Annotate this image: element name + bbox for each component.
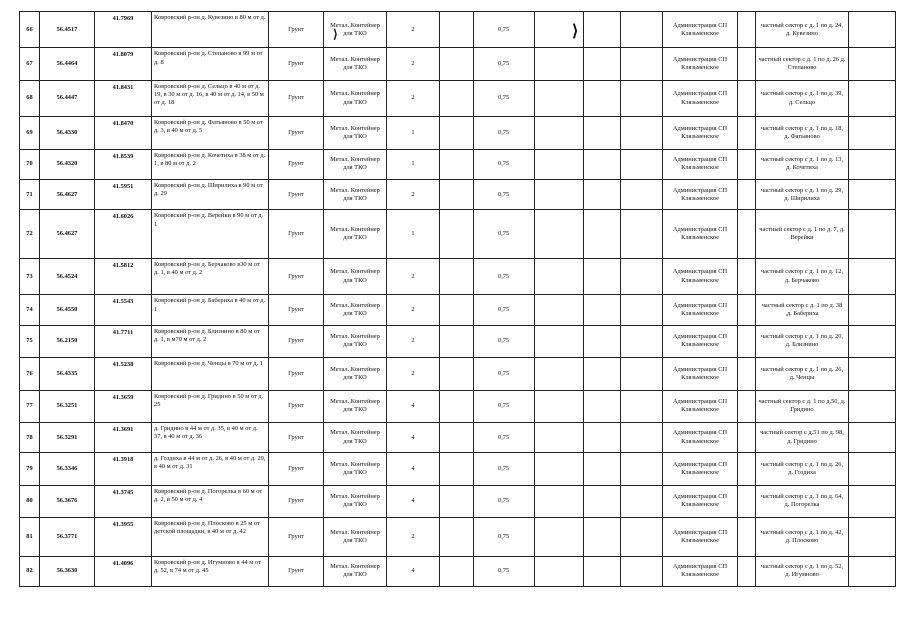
row-number: 78 [20,422,40,452]
volume-cell: 0,75 [474,80,535,116]
empty-cell [584,295,621,325]
empty-cell [849,149,896,179]
empty-cell [738,210,756,259]
owner-cell: Администрация СП Клязьменское [663,149,738,179]
container-type-cell: Метал. Контейнер для ТКО [324,180,387,210]
container-type-cell: Метал. Контейнер для ТКО [324,48,387,80]
surface-cell: Грунт [269,325,324,357]
volume-cell: 0,75 [474,12,535,48]
empty-cell [440,390,474,422]
empty-cell [584,12,621,48]
owner-cell: Администрация СП Клязьменское [663,48,738,80]
empty-cell [584,258,621,294]
table-row [20,117,896,149]
row-number: 75 [20,325,40,357]
table-row [20,453,896,485]
empty-cell [535,80,584,116]
waste-source-cell: частный сектор с д.51 по д. 98, д. Гридино [756,422,849,452]
longitude-cell: 41.7969 [95,12,152,48]
owner-cell: Администрация СП Клязьменское [663,518,738,556]
container-type-cell: Метал. Контейнер для ТКО [324,518,387,556]
volume-cell: 0,75 [474,210,535,259]
table-row [20,12,896,48]
container-count-cell: 1 [387,210,440,259]
row-number: 72 [20,210,40,259]
row-number: 80 [20,485,40,517]
row-number: 67 [20,48,40,80]
latitude-cell: 56.4335 [40,358,95,390]
empty-cell [849,117,896,149]
longitude-cell: 41.3659 [95,390,152,422]
owner-cell: Администрация СП Клязьменское [663,556,738,586]
empty-cell [535,518,584,556]
owner-cell: Администрация СП Клязьменское [663,210,738,259]
empty-cell [621,453,663,485]
volume-cell: 0,75 [474,295,535,325]
container-count-cell: 2 [387,358,440,390]
address-cell: Ковровский р-он д. Кувезино в 80 м от д. [152,12,269,48]
container-count-cell: 2 [387,295,440,325]
latitude-cell: 56.4524 [40,258,95,294]
waste-source-cell: частный сектор с д. 1 по д. 20, д. Близнино [756,325,849,357]
empty-cell [738,12,756,48]
owner-cell: Администрация СП Клязьменское [663,485,738,517]
empty-cell [535,422,584,452]
empty-cell [535,295,584,325]
empty-cell [440,325,474,357]
empty-cell [849,12,896,48]
latitude-cell: 56.4627 [40,210,95,259]
empty-cell [849,325,896,357]
empty-cell [849,390,896,422]
table-row [20,422,896,452]
container-type-cell: Метал. Контейнер для ТКО [324,12,387,48]
empty-cell [440,556,474,586]
waste-source-cell: частный сектор с д. 1 по д. 26 д. Степаново [756,48,849,80]
container-count-cell: 2 [387,80,440,116]
container-count-cell: 4 [387,422,440,452]
empty-cell [621,258,663,294]
owner-cell: Администрация СП Клязьменское [663,295,738,325]
table-row [20,390,896,422]
owner-cell: Администрация СП Клязьменское [663,258,738,294]
container-count-cell: 2 [387,325,440,357]
empty-cell [849,556,896,586]
table-row [20,258,896,294]
empty-cell [440,80,474,116]
address-cell: Ковровский р-он д. Верейки в 90 м от д. 1 [152,210,269,259]
container-count-cell: 1 [387,117,440,149]
empty-cell [535,453,584,485]
container-count-cell: 2 [387,518,440,556]
longitude-cell: 41.8079 [95,48,152,80]
container-type-cell: Метал. Контейнер для ТКО [324,390,387,422]
empty-cell [584,485,621,517]
volume-cell: 0,75 [474,180,535,210]
empty-cell [738,258,756,294]
latitude-cell: 56.3346 [40,453,95,485]
row-number: 82 [20,556,40,586]
owner-cell: Администрация СП Клязьменское [663,358,738,390]
owner-cell: Администрация СП Клязьменское [663,180,738,210]
empty-cell [584,180,621,210]
surface-cell: Грунт [269,80,324,116]
empty-cell [440,48,474,80]
table-row [20,48,896,80]
empty-cell [738,422,756,452]
longitude-cell: 41.3918 [95,453,152,485]
waste-source-cell: частный сектор с д. 1 по д. 52, д. Игумново [756,556,849,586]
empty-cell [535,358,584,390]
address-cell: Ковровский р-он д. Гридино в 50 м от д. 25 [152,390,269,422]
table-row [20,295,896,325]
empty-cell [738,149,756,179]
empty-cell [535,180,584,210]
table-row [20,325,896,357]
volume-cell: 0,75 [474,485,535,517]
longitude-cell: 41.5812 [95,258,152,294]
empty-cell [621,12,663,48]
empty-cell [738,325,756,357]
surface-cell: Грунт [269,180,324,210]
empty-cell [738,117,756,149]
container-type-cell: Метал. Контейнер для ТКО [324,358,387,390]
latitude-cell: 56.3630 [40,556,95,586]
empty-cell [621,422,663,452]
longitude-cell: 41.8539 [95,149,152,179]
empty-cell [535,258,584,294]
surface-cell: Грунт [269,258,324,294]
empty-cell [440,258,474,294]
latitude-cell: 56.3771 [40,518,95,556]
latitude-cell: 56.4330 [40,117,95,149]
address-cell: Ковровский р-он д. Игумново в 44 м от д. 52, в 74 м от д. 45 [152,556,269,586]
container-sites-table [19,11,896,587]
empty-cell [584,390,621,422]
surface-cell: Грунт [269,295,324,325]
address-cell: Ковровский р-он д. Ченцы в 70 м от д. 1 [152,358,269,390]
surface-cell: Грунт [269,422,324,452]
container-count-cell: 2 [387,180,440,210]
empty-cell [584,117,621,149]
empty-cell [621,358,663,390]
table-row [20,149,896,179]
empty-cell [621,325,663,357]
surface-cell: Грунт [269,556,324,586]
waste-source-cell: частный сектор с д. 1 по д. 38 ,д. Бабериха [756,295,849,325]
address-cell: Ковровский р-он д. Близнино в 80 м от д. 1, в м70 м от д. 2 [152,325,269,357]
surface-cell: Грунт [269,210,324,259]
latitude-cell: 56.4627 [40,180,95,210]
empty-cell [440,210,474,259]
container-type-cell: Метал. Контейнер для ТКО [324,258,387,294]
longitude-cell: 41.7711 [95,325,152,357]
latitude-cell: 56.4517 [40,12,95,48]
row-number: 73 [20,258,40,294]
empty-cell [584,80,621,116]
table-row [20,556,896,586]
volume-cell: 0,75 [474,325,535,357]
empty-cell [621,149,663,179]
container-count-cell: 4 [387,556,440,586]
address-cell: Ковровский р-он д. Сельцо в 40 м от д. 19, в 30 м от д. 16, в 40 м от д. 14, в 50 м от д. 18 [152,80,269,116]
scan-mark: ⟩ [333,27,338,41]
empty-cell [440,12,474,48]
waste-source-cell: частный сектор с д. 1 по д. 29, д. Ширилиха [756,180,849,210]
latitude-cell: 56.3676 [40,485,95,517]
owner-cell: Администрация СП Клязьменское [663,12,738,48]
surface-cell: Грунт [269,485,324,517]
longitude-cell: 41.3745 [95,485,152,517]
empty-cell [849,358,896,390]
empty-cell [440,180,474,210]
empty-cell [440,485,474,517]
empty-cell [584,210,621,259]
empty-cell [738,453,756,485]
surface-cell: Грунт [269,117,324,149]
surface-cell: Грунт [269,453,324,485]
container-count-cell: 2 [387,12,440,48]
empty-cell [535,149,584,179]
empty-cell [535,48,584,80]
volume-cell: 0,75 [474,556,535,586]
empty-cell [535,485,584,517]
empty-cell [738,390,756,422]
container-count-cell: 2 [387,48,440,80]
container-count-cell: 4 [387,485,440,517]
waste-source-cell: частный сектор с д. 1 по д.50, д. Гридино [756,390,849,422]
owner-cell: Администрация СП Клязьменское [663,453,738,485]
row-number: 69 [20,117,40,149]
empty-cell [440,518,474,556]
container-type-cell: Метал. Контейнер для ТКО [324,210,387,259]
latitude-cell: 56.4550 [40,295,95,325]
empty-cell [738,358,756,390]
row-number: 77 [20,390,40,422]
empty-cell [849,518,896,556]
empty-cell [738,518,756,556]
address-cell: Ковровский р-он д. Погорелка в 60 м от д. 2, в 50 м от д. 4 [152,485,269,517]
empty-cell [584,518,621,556]
address-cell: Ковровский р-он д. Степаново в 99 м от д. 8 [152,48,269,80]
row-number: 79 [20,453,40,485]
address-cell: д. Гридино в 44 м от д. 35, в 40 м от д. 37, в 40 м от д. 36 [152,422,269,452]
waste-source-cell: частный сектор с д. 1 по д. 42, д. Плосково [756,518,849,556]
longitude-cell: 41.5951 [95,180,152,210]
empty-cell [738,295,756,325]
empty-cell [440,149,474,179]
owner-cell: Администрация СП Клязьменское [663,80,738,116]
address-cell: Ковровский р-он д. Плосково в 25 м от детской площадки, в 40 м от д. 42 [152,518,269,556]
container-type-cell: Метал. Контейнер для ТКО [324,149,387,179]
latitude-cell: 56.4320 [40,149,95,179]
empty-cell [849,422,896,452]
row-number: 71 [20,180,40,210]
latitude-cell: 56.3291 [40,422,95,452]
container-type-cell: Метал. Контейнер для ТКО [324,295,387,325]
container-type-cell: Метал. Контейнер для ТКО [324,325,387,357]
empty-cell [849,80,896,116]
volume-cell: 0,75 [474,518,535,556]
empty-cell [584,556,621,586]
container-count-cell: 2 [387,258,440,294]
surface-cell: Грунт [269,518,324,556]
empty-cell [535,390,584,422]
container-count-cell: 4 [387,390,440,422]
empty-cell [535,210,584,259]
empty-cell [621,117,663,149]
empty-cell [621,80,663,116]
empty-cell [738,80,756,116]
address-cell: Ковровский р-он д. Ширилиха в 90 м от д. 29 [152,180,269,210]
empty-cell [440,358,474,390]
container-count-cell: 1 [387,149,440,179]
empty-cell [849,210,896,259]
table-row [20,358,896,390]
empty-cell [440,422,474,452]
container-type-cell: Метал. Контейнер для ТКО [324,422,387,452]
owner-cell: Администрация СП Клязьменское [663,390,738,422]
empty-cell [621,485,663,517]
longitude-cell: 41.6026 [95,210,152,259]
empty-cell [849,485,896,517]
container-count-cell: 4 [387,453,440,485]
empty-cell [584,48,621,80]
empty-cell [849,180,896,210]
longitude-cell: 41.8470 [95,117,152,149]
surface-cell: Грунт [269,390,324,422]
waste-source-cell: частный сектор с д. 1 по д. 13, д. Кочетиха [756,149,849,179]
empty-cell [621,556,663,586]
empty-cell [440,295,474,325]
row-number: 74 [20,295,40,325]
waste-source-cell: частный сектор с д. 1 по д. 26, д. Гоздиха [756,453,849,485]
latitude-cell: 56.2150 [40,325,95,357]
empty-cell [738,485,756,517]
empty-cell [849,48,896,80]
empty-cell [584,325,621,357]
volume-cell: 0,75 [474,48,535,80]
surface-cell: Грунт [269,358,324,390]
latitude-cell: 56.4464 [40,48,95,80]
address-cell: Ковровский р-он д. Бабериха в 40 м от д. 1 [152,295,269,325]
row-number: 76 [20,358,40,390]
empty-cell [535,556,584,586]
empty-cell [584,149,621,179]
table-row [20,210,896,259]
volume-cell: 0,75 [474,422,535,452]
longitude-cell: 41.5238 [95,358,152,390]
address-cell: Ковровский р-он д. Фатьяново в 50 м от д. 3, в 40 м от д. 5 [152,117,269,149]
waste-source-cell: частный сектор с д. 1 по д. 64, д. Погорелка [756,485,849,517]
container-type-cell: Метал. Контейнер для ТКО [324,117,387,149]
empty-cell [621,390,663,422]
waste-source-cell: частный сектор с д. 1 по д. 7, д. Верейки [756,210,849,259]
volume-cell: 0,75 [474,149,535,179]
empty-cell [738,556,756,586]
empty-cell [584,453,621,485]
row-number: 81 [20,518,40,556]
empty-cell [584,422,621,452]
table-row [20,485,896,517]
container-type-cell: Метал. Контейнер для ТКО [324,453,387,485]
table-row [20,180,896,210]
waste-source-cell: частный сектор с д. 1 по д. 26, д. Ченцы [756,358,849,390]
empty-cell [621,295,663,325]
container-type-cell: Метал. Контейнер для ТКО [324,556,387,586]
empty-cell [621,210,663,259]
empty-cell [849,295,896,325]
longitude-cell: 41.4096 [95,556,152,586]
volume-cell: 0,75 [474,117,535,149]
latitude-cell: 56.3251 [40,390,95,422]
empty-cell [535,117,584,149]
owner-cell: Администрация СП Клязьменское [663,117,738,149]
latitude-cell: 56.4447 [40,80,95,116]
empty-cell [440,453,474,485]
owner-cell: Администрация СП Клязьменское [663,325,738,357]
longitude-cell: 41.5543 [95,295,152,325]
empty-cell [849,258,896,294]
empty-cell [849,453,896,485]
container-type-cell: Метал. Контейнер для ТКО [324,80,387,116]
address-cell: Ковровский р-он д. Берчаково в30 м от д. 1, в 40 м от д. 2 [152,258,269,294]
waste-source-cell: частный сектор с д. 1 по д. 18, д. Фатьяново [756,117,849,149]
waste-source-cell: частный сектор с д. 1 по д. 39, д. Сельцо [756,80,849,116]
longitude-cell: 41.3955 [95,518,152,556]
empty-cell [584,358,621,390]
container-type-cell: Метал. Контейнер для ТКО [324,485,387,517]
surface-cell: Грунт [269,48,324,80]
waste-source-cell: частный сектор с д. 1 по д. 24, д. Кувезино [756,12,849,48]
empty-cell [440,117,474,149]
address-cell: Ковровский р-он д. Кочетиха в 38 м от д. 1, в 80 м от д. 2 [152,149,269,179]
row-number: 66 [20,12,40,48]
empty-cell [621,518,663,556]
row-number: 70 [20,149,40,179]
volume-cell: 0,75 [474,258,535,294]
volume-cell: 0,75 [474,358,535,390]
volume-cell: 0,75 [474,390,535,422]
empty-cell [738,48,756,80]
table-body [20,12,896,587]
row-number: 68 [20,80,40,116]
longitude-cell: 41.8431 [95,80,152,116]
empty-cell [621,180,663,210]
owner-cell: Администрация СП Клязьменское [663,422,738,452]
empty-cell [621,48,663,80]
waste-source-cell: частный сектор с д. 1 по д. 12, д. Берчаково [756,258,849,294]
table-row [20,80,896,116]
volume-cell: 0,75 [474,453,535,485]
empty-cell [535,325,584,357]
surface-cell: Грунт [269,12,324,48]
surface-cell: Грунт [269,149,324,179]
empty-cell [738,180,756,210]
handwritten-mark: ⟩ [572,23,579,40]
longitude-cell: 41.3691 [95,422,152,452]
address-cell: д. Гоздиха в 44 м от д. 26, в 40 м от д. 29, в 40 м от д. 31 [152,453,269,485]
table-row [20,518,896,556]
